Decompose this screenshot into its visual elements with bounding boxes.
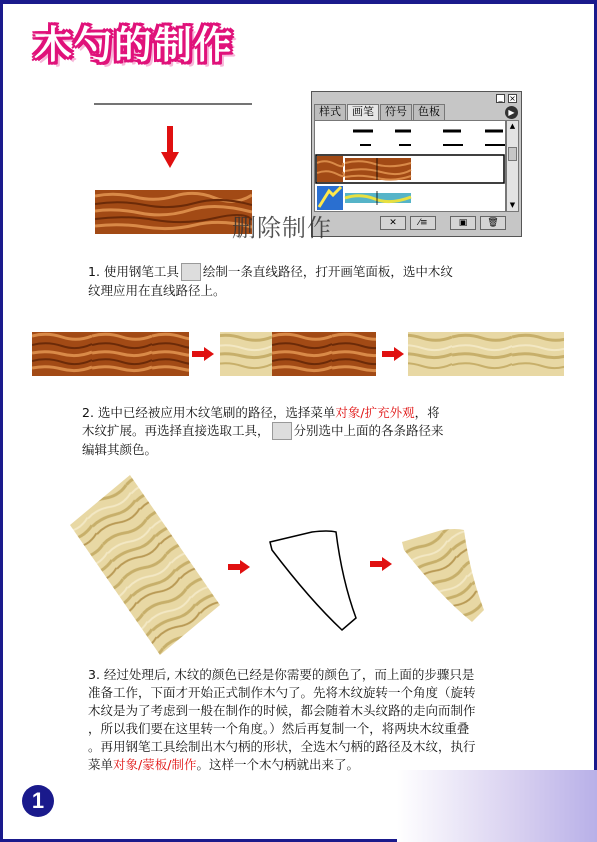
- step1-text-line2: 纹理应用在直线路径上。: [88, 282, 226, 298]
- step3-line5: 。再用钢笔工具绘制出木勺柄的形状，全选木勺柄的路径及木纹，执行: [88, 739, 476, 754]
- panel-scrollbar[interactable]: [506, 120, 519, 212]
- step2-text-b: ，将: [414, 405, 440, 420]
- light-wood-strip-full: [408, 332, 564, 376]
- masked-spoon-handle: [402, 529, 484, 622]
- tab-styles[interactable]: 样式: [314, 104, 346, 120]
- tab-brushes[interactable]: 画笔: [347, 104, 379, 120]
- calligraphic-brush-row: [353, 131, 505, 145]
- panel-menu-icon[interactable]: ▶: [505, 106, 518, 119]
- step3-line6-b: 。这样一个木勺柄就出来了。: [196, 757, 359, 772]
- page-title: 木勺的制作: [34, 23, 235, 67]
- direct-selection-tool-icon: [272, 422, 292, 440]
- step3-line4: ，所以我们要在这里转一个角度。）然后再复制一个，将两块木纹重叠: [88, 721, 470, 736]
- dark-wood-strip: [95, 190, 252, 234]
- step1-text-b: 绘制一条直线路径，打开画笔面板，选中木纹: [202, 264, 453, 279]
- remove-stroke-button[interactable]: ✕: [380, 216, 406, 230]
- step2-text-a: 2. 选中已经被应用木纹笔刷的路径，选择菜单: [82, 405, 336, 420]
- light-wood-strip-partial: [220, 332, 272, 376]
- step3-line3: 木纹是为了考虑到一般在制作的时候，都会随着木头纹路的走向而制作: [88, 703, 476, 718]
- dark-wood-strip-2: [272, 332, 376, 376]
- brush-list[interactable]: [314, 120, 506, 212]
- close-icon[interactable]: ×: [509, 94, 516, 103]
- handle-outline-path: [270, 531, 356, 630]
- step2-text-c: 木纹扩展。再选择直接选取工具，: [82, 423, 270, 438]
- pen-tool-icon: [181, 263, 201, 281]
- step3-line1: 3. 经过处理后, 木纹的颜色已经是你需要的颜色了，而上面的步骤只是: [88, 667, 475, 682]
- spoon-handle-sequence: [60, 470, 520, 660]
- arrow-right-icon-2: [382, 347, 404, 361]
- step1-text: [88, 263, 528, 300]
- arrow-right-icon: [192, 347, 214, 361]
- rotated-wood-block: [70, 475, 220, 655]
- panel-titlebar[interactable]: [314, 94, 519, 104]
- step1-text-a: 1. 使用钢笔工具: [88, 264, 179, 279]
- watermark-text: 删除制作: [232, 214, 332, 242]
- menu-path-expand-appearance: 对象/扩充外观: [335, 405, 415, 420]
- minimize-icon[interactable]: _: [496, 94, 505, 103]
- arrow-right-icon-3: [228, 560, 250, 574]
- expand-sequence: [32, 330, 564, 380]
- dark-wood-strip-1: [32, 332, 189, 376]
- step3-line2: 准备工作，下面才开始正式制作木勺了。先将木纹旋转一个角度（旋转: [88, 685, 476, 700]
- scroll-thumb[interactable]: [508, 147, 517, 161]
- step2-text-line3: 编辑其颜色。: [82, 441, 158, 457]
- brush-options-button[interactable]: ⁄≡: [410, 216, 436, 230]
- step3-text: [88, 666, 538, 774]
- top-border: [0, 0, 597, 4]
- arrow-right-icon-4: [370, 557, 392, 571]
- tab-symbols[interactable]: 符号: [380, 104, 412, 120]
- step3-line6-a: 菜单: [88, 757, 114, 772]
- tab-swatches[interactable]: 色板: [413, 104, 445, 120]
- new-brush-button[interactable]: ▣: [450, 216, 476, 230]
- down-arrow-icon: [160, 126, 180, 170]
- scroll-up-icon[interactable]: ▲: [509, 122, 516, 130]
- panel-tabs: [314, 104, 446, 120]
- corner-gradient: [397, 770, 597, 842]
- panel-button-bar: [314, 214, 519, 232]
- brush-panel[interactable]: [311, 91, 522, 237]
- step2-text-d: 分别选中上面的各条路径来: [293, 423, 444, 438]
- delete-brush-button[interactable]: 🗑: [480, 216, 506, 230]
- brush-previews: [315, 121, 506, 212]
- menu-path-mask-make: 对象/蒙板/制作: [113, 757, 197, 772]
- scroll-down-icon[interactable]: ▼: [509, 201, 516, 209]
- straight-path-line: [94, 100, 254, 108]
- step2-text: [82, 404, 532, 459]
- page-number-badge: 1: [22, 785, 54, 817]
